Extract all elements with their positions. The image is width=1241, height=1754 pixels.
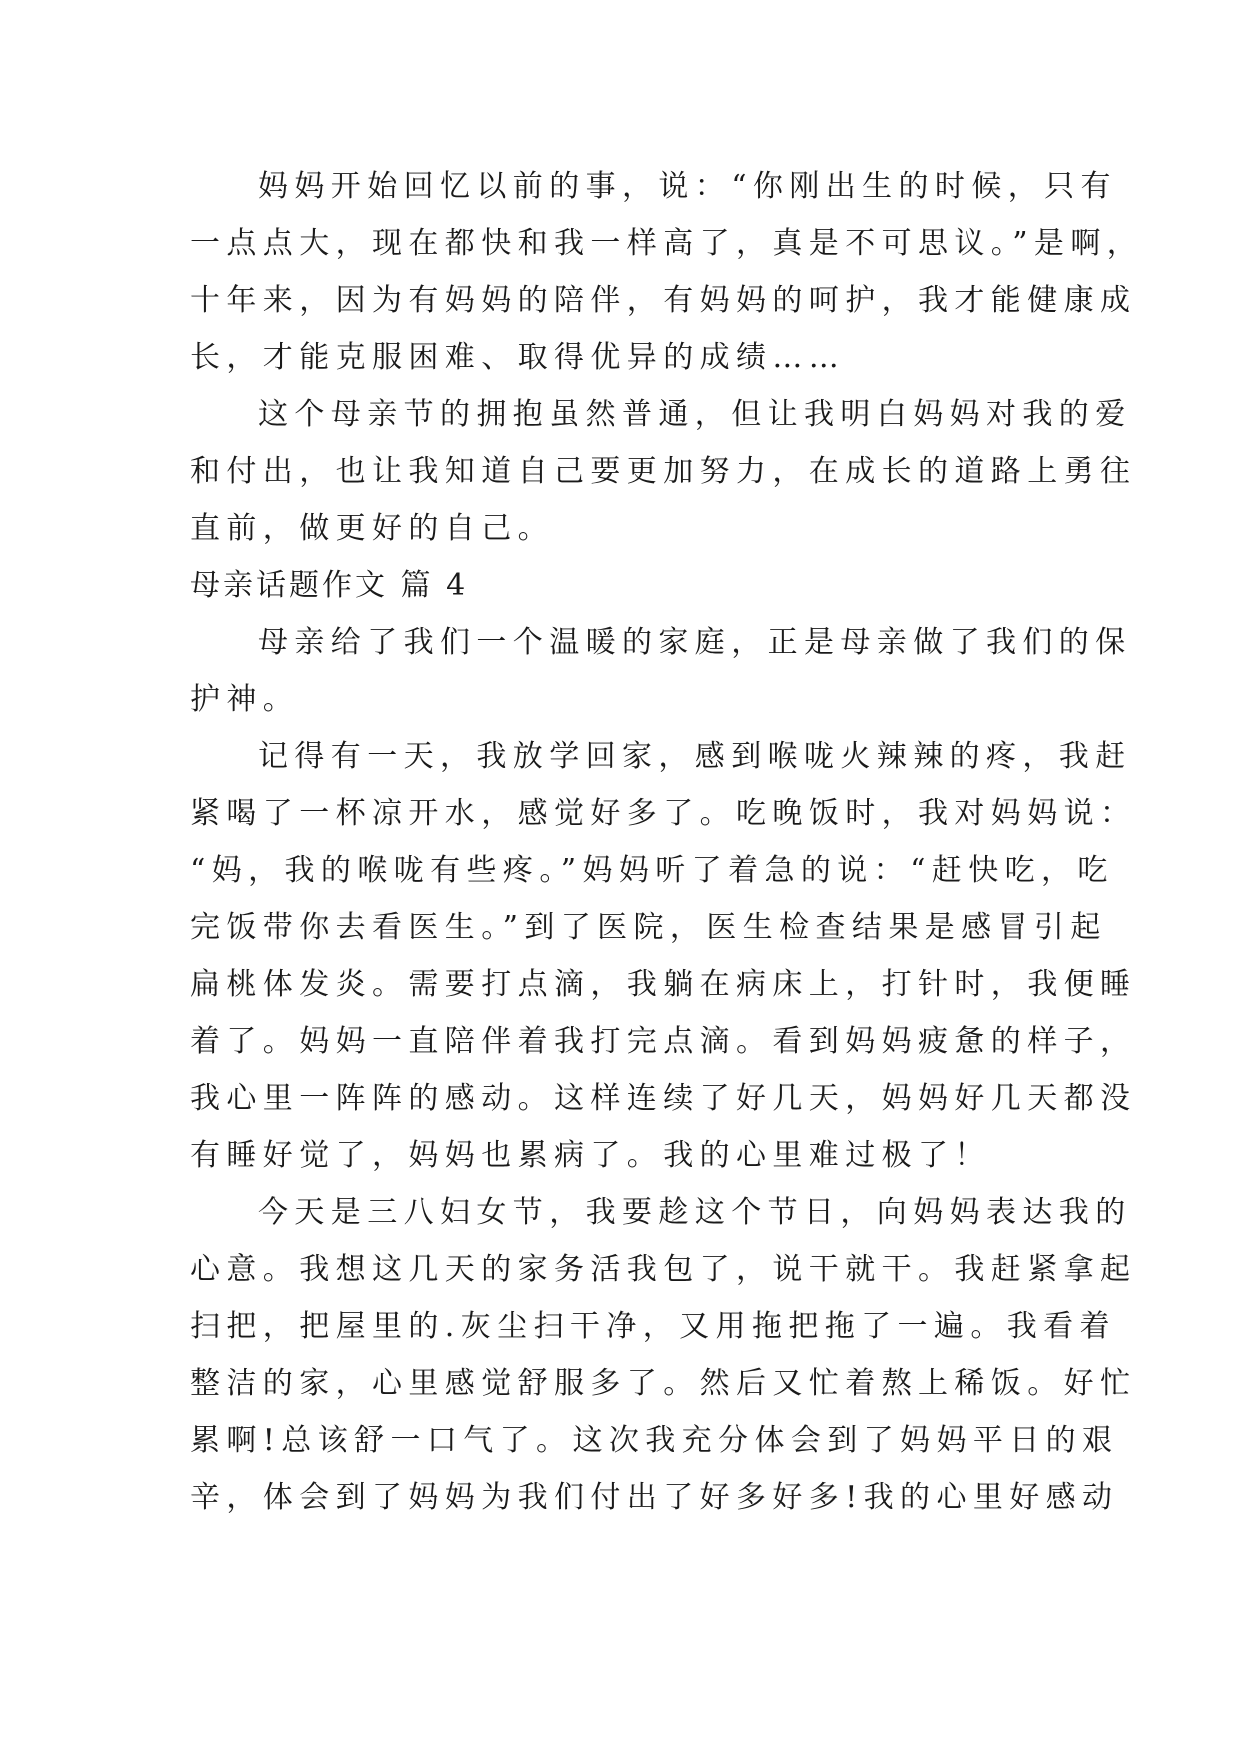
paragraph: [190, 1184, 1137, 1526]
section-heading: 母亲话题作文 篇 4: [190, 568, 469, 603]
text-line: 紧喝了一杯凉开水，感觉好多了。吃晚饭时，我对妈妈说：: [190, 796, 1137, 831]
text-line: 扁桃体发炎。需要打点滴，我躺在病床上，打针时，我便睡: [190, 967, 1137, 1002]
text-line: 完饭带你去看医生。”到了医院，医生检查结果是感冒引起: [190, 910, 1107, 945]
text-line: 心意。我想这几天的家务活我包了，说干就干。我赶紧拿起: [190, 1252, 1137, 1287]
text-line: 十年来，因为有妈妈的陪伴，有妈妈的呵护，我才能健康成: [190, 283, 1137, 318]
paragraph: [190, 728, 1137, 1184]
text-line: 整洁的家，心里感觉舒服多了。然后又忙着熬上稀饭。好忙: [190, 1366, 1137, 1401]
text-line: 这个母亲节的拥抱虽然普通，但让我明白妈妈对我的爱: [258, 397, 1132, 432]
text-line: 长，才能克服困难、取得优异的成绩……: [190, 340, 846, 375]
text-line: 和付出，也让我知道自己要更加努力，在成长的道路上勇往: [190, 454, 1137, 489]
text-line: 直前，做更好的自己。: [190, 511, 554, 546]
text-line: 有睡好觉了，妈妈也累病了。我的心里难过极了！: [190, 1138, 991, 1173]
text-line: 护神。: [190, 682, 300, 717]
text-line: 妈妈开始回忆以前的事，说：“你刚出生的时候，只有: [258, 169, 1117, 204]
text-line: “妈，我的喉咙有些疼。”妈妈听了着急的说：“赶快吃，吃: [190, 853, 1114, 888]
paragraph: [190, 158, 1144, 386]
document-body: [190, 158, 1144, 1526]
text-line: 着了。妈妈一直陪伴着我打完点滴。看到妈妈疲惫的样子，: [190, 1024, 1137, 1059]
text-line: 累啊!总该舒一口气了。这次我充分体会到了妈妈平日的艰: [190, 1423, 1119, 1458]
paragraph: [190, 386, 1137, 557]
text-line: 记得有一天，我放学回家，感到喉咙火辣辣的疼，我赶: [258, 739, 1132, 774]
text-line: 今天是三八妇女节，我要趁这个节日，向妈妈表达我的: [258, 1195, 1132, 1230]
text-line: 辛，体会到了妈妈为我们付出了好多好多!我的心里好感动: [190, 1480, 1119, 1515]
text-line: 一点点大，现在都快和我一样高了，真是不可思议。”是啊，: [190, 226, 1144, 261]
text-line: 母亲给了我们一个温暖的家庭，正是母亲做了我们的保: [258, 625, 1132, 660]
text-line: 我心里一阵阵的感动。这样连续了好几天，妈妈好几天都没: [190, 1081, 1137, 1116]
paragraph: [190, 614, 1132, 728]
text-line: 扫把，把屋里的.灰尘扫干净，又用拖把拖了一遍。我看着: [190, 1309, 1116, 1344]
